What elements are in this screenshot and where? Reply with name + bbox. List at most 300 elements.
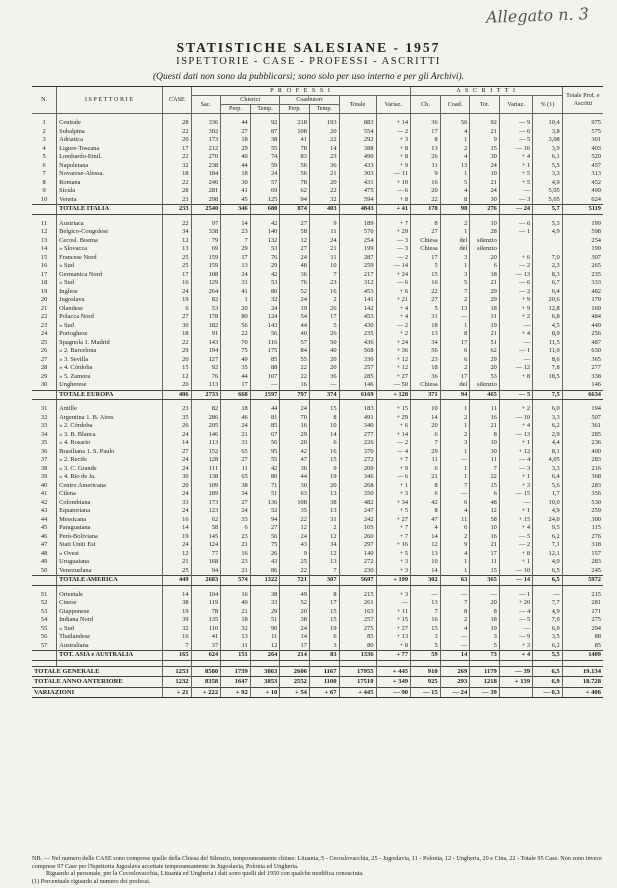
row-number: 27: [40, 355, 48, 363]
row-number: 41: [40, 490, 48, 497]
cell-value: 170: [562, 296, 603, 305]
cell-value: 11: [309, 254, 339, 263]
ispettoria-name: Lombardo-Emil.: [57, 153, 163, 162]
cell-value: 9: [309, 220, 339, 229]
cell-value: 11: [470, 558, 500, 567]
col-tot: Tot.: [470, 96, 500, 114]
ispettoria-name: Belgico-Congolese: [57, 228, 163, 237]
cell-value: 13: [411, 330, 441, 339]
cell-value: 29: [221, 245, 251, 254]
cell-value: 5: [411, 305, 441, 314]
total-value: 4843: [339, 205, 376, 215]
cell-value: 3,3: [533, 414, 563, 423]
total-value: 874: [280, 205, 310, 215]
cell-value: 47: [280, 456, 310, 465]
cell-value: — 2: [499, 262, 532, 271]
cell-value: 129: [191, 279, 221, 288]
cell-value: — 6: [499, 128, 532, 137]
cell-value: 264: [191, 288, 221, 297]
cell-value: + 5: [376, 550, 411, 559]
cell-value: [533, 237, 563, 246]
cell-value: 8: [440, 196, 470, 205]
cell-value: 24: [280, 405, 310, 414]
total-value: 307: [309, 576, 339, 586]
cell-value: 3,3: [533, 170, 563, 179]
cell-value: 11: [440, 516, 470, 525]
cell-value: 182: [191, 322, 221, 331]
cell-value: 26: [163, 422, 191, 431]
row-number: 10: [40, 195, 48, 203]
cell-value: 7: [440, 482, 470, 491]
cell-value: 356: [562, 490, 603, 499]
cell-value: —: [411, 591, 441, 600]
cell-value: 20: [163, 482, 191, 491]
cell-value: 199: [562, 245, 603, 254]
ispettoria-name: Cilena: [57, 490, 163, 499]
cell-value: 24: [221, 271, 251, 280]
summary-value: 1167: [309, 666, 339, 677]
cell-value: 14: [163, 591, 191, 600]
total-value: 1597: [250, 390, 280, 400]
cell-value: 35: [280, 507, 310, 516]
cell-value: 20: [280, 608, 310, 617]
cell-value: 146: [339, 381, 376, 390]
cell-value: 5,5: [533, 162, 563, 171]
cell-value: 17: [470, 550, 500, 559]
cell-value: + 12: [499, 448, 532, 457]
group-total-row: [32, 390, 603, 400]
cell-value: 2,3: [533, 262, 563, 271]
cell-value: 91: [191, 330, 221, 339]
page-caption: (Questi dati non sono da pubblicarsi; sono solo per uso interno e per gli Archivi).: [152, 72, 465, 82]
total-value: — 14: [499, 576, 532, 586]
total-value: 151: [221, 651, 251, 661]
cell-value: + 29: [376, 228, 411, 237]
footnotes: [32, 855, 603, 885]
row-number: 43: [40, 507, 48, 514]
cell-value: 312: [339, 279, 376, 288]
cell-value: — 5: [499, 533, 532, 542]
cell-value: 24: [163, 288, 191, 297]
cell-value: 21: [470, 179, 500, 188]
cell-value: — 14: [376, 262, 411, 271]
row-number: 39: [40, 473, 48, 480]
table-row: [32, 642, 603, 651]
cell-value: 6,4: [533, 288, 563, 297]
col-sac: Sac.: [191, 96, 221, 114]
cell-value: 11,5: [533, 339, 563, 348]
cell-value: — 6: [376, 279, 411, 288]
cell-value: 449: [562, 322, 603, 331]
cell-value: 41: [191, 633, 221, 642]
cell-value: 272: [339, 558, 376, 567]
cell-value: + 4: [499, 524, 532, 533]
row-number: 31: [40, 405, 48, 412]
row-number: 21: [40, 304, 48, 312]
col-chierici: Chierici: [221, 96, 280, 105]
cell-value: 18: [470, 271, 500, 280]
cell-value: 15: [309, 405, 339, 414]
row-number: 15: [40, 253, 48, 261]
cell-value: —: [499, 356, 532, 365]
cell-value: 10: [309, 262, 339, 271]
cell-value: 143: [191, 339, 221, 348]
cell-value: —: [440, 313, 470, 322]
cell-value: 14: [411, 533, 441, 542]
total-value: 668: [221, 390, 251, 400]
cell-value: 8: [309, 414, 339, 423]
cell-value: — 2: [376, 322, 411, 331]
cell-value: 453: [339, 313, 376, 322]
table-row: [32, 128, 603, 137]
row-number: 45: [40, 524, 48, 531]
cell-value: 24: [280, 625, 310, 634]
cell-value: 199: [339, 245, 376, 254]
row-number: 20: [40, 296, 48, 303]
total-value: 2540: [191, 205, 221, 215]
cell-value: + 21: [376, 296, 411, 305]
cell-value: 24: [163, 465, 191, 474]
cell-value: 21: [221, 541, 251, 550]
cell-value: 25: [280, 558, 310, 567]
cell-value: 21: [309, 170, 339, 179]
cell-value: 281: [191, 187, 221, 196]
cell-value: 10: [411, 405, 441, 414]
cell-value: 482: [562, 288, 603, 297]
cell-value: + 11: [376, 608, 411, 617]
cell-value: 7,0: [533, 616, 563, 625]
cell-value: 8,3: [533, 271, 563, 280]
cell-value: 27: [280, 220, 310, 229]
cell-value: 209: [339, 465, 376, 474]
cell-value: 22: [163, 339, 191, 348]
summary-value: + 67: [309, 687, 339, 698]
cell-value: — 5: [499, 136, 532, 145]
cell-value: 82: [191, 405, 221, 414]
ispettoria-name: Francese Nord: [57, 254, 163, 263]
row-number: 57: [40, 641, 48, 649]
cell-value: 140: [250, 228, 280, 237]
ispettoria-name: Spagnola 1. Madrid: [57, 339, 163, 348]
cell-value: Chiesa: [411, 237, 441, 246]
cell-value: 145: [191, 533, 221, 542]
cell-value: 15: [470, 482, 500, 491]
cell-value: 29: [280, 431, 310, 440]
cell-value: 594: [339, 196, 376, 205]
cell-value: 2: [440, 431, 470, 440]
table-row: [32, 170, 603, 179]
summary-value: 6,5: [533, 666, 563, 677]
ispettoria-name: Jugoslava: [57, 296, 163, 305]
ispettoria-name: » 3. Sevilla: [57, 356, 163, 365]
cell-value: 138: [191, 473, 221, 482]
cell-value: 47: [411, 516, 441, 525]
table-row: [32, 633, 603, 642]
cell-value: 21: [470, 128, 500, 137]
cell-value: 97: [191, 220, 221, 229]
ispettoria-name: Indiana Nord: [57, 616, 163, 625]
cell-value: 116: [250, 339, 280, 348]
cell-value: 65: [221, 473, 251, 482]
cell-value: 30: [163, 322, 191, 331]
cell-value: + 27: [376, 516, 411, 525]
cell-value: 9: [440, 541, 470, 550]
cell-value: 32: [309, 196, 339, 205]
cell-value: 83: [280, 153, 310, 162]
cell-value: 24: [163, 541, 191, 550]
cell-value: 286: [191, 414, 221, 423]
cell-value: 257: [339, 616, 376, 625]
cell-value: —: [309, 381, 339, 390]
cell-value: 16: [221, 550, 251, 559]
cell-value: 21: [309, 245, 339, 254]
table-row: [32, 313, 603, 322]
total-value: 165: [163, 651, 191, 661]
cell-value: 146: [562, 381, 603, 390]
cell-value: 84: [280, 347, 310, 356]
summary-value: 1100: [309, 677, 339, 688]
cell-value: 108: [280, 499, 310, 508]
cell-value: 29: [221, 145, 251, 154]
cell-value: 8: [411, 220, 441, 229]
cell-value: 175: [250, 347, 280, 356]
cell-value: 16: [280, 381, 310, 390]
cell-value: 4: [440, 187, 470, 196]
cell-value: 35: [163, 414, 191, 423]
cell-value: 41: [280, 136, 310, 145]
table-row: [32, 482, 603, 491]
cell-value: 336: [191, 119, 221, 128]
cell-value: + 27: [376, 625, 411, 634]
cell-value: 3: [470, 633, 500, 642]
table-row: [32, 254, 603, 263]
cell-value: + 6: [499, 254, 532, 263]
cell-value: 87: [250, 128, 280, 137]
cell-value: — 50: [376, 381, 411, 390]
table-row: [32, 431, 603, 440]
cell-value: + 6: [376, 422, 411, 431]
cell-value: 14: [309, 145, 339, 154]
cell-value: + 8: [376, 642, 411, 651]
cell-value: 5,05: [533, 196, 563, 205]
ispettoria-name: » Ovest: [57, 550, 163, 559]
cell-value: 69: [250, 187, 280, 196]
ispettoria-name: » Sud: [57, 279, 163, 288]
cell-value: 4: [440, 153, 470, 162]
cell-value: 142: [339, 305, 376, 314]
cell-value: + 16: [376, 541, 411, 550]
summary-value: + 54: [280, 687, 310, 698]
cell-value: 41: [221, 288, 251, 297]
cell-value: 365: [562, 356, 603, 365]
cell-value: 44: [280, 322, 310, 331]
cell-value: 26: [309, 330, 339, 339]
cell-value: 487: [562, 339, 603, 348]
cell-value: 21: [411, 473, 441, 482]
summary-value: 1218: [470, 677, 500, 688]
cell-value: 80: [339, 642, 376, 651]
cell-value: 4,9: [533, 507, 563, 516]
ispettoria-name: Germanica Nord: [57, 271, 163, 280]
page-title: STATISTICHE SALESIANE - 1957: [176, 40, 441, 55]
cell-value: 44: [221, 162, 251, 171]
cell-value: 19: [163, 533, 191, 542]
cell-value: 5: [470, 642, 500, 651]
cell-value: — 6: [499, 279, 532, 288]
cell-value: 4,9: [533, 608, 563, 617]
ispettoria-name: Napoletana: [57, 162, 163, 171]
cell-value: 22: [470, 473, 500, 482]
cell-value: 189: [339, 220, 376, 229]
cell-value: 10: [309, 422, 339, 431]
cell-value: — 10: [499, 414, 532, 423]
cell-value: 12: [163, 237, 191, 246]
cell-value: 338: [562, 373, 603, 382]
cell-value: 346: [339, 473, 376, 482]
cell-value: 1: [221, 296, 251, 305]
cell-value: 22: [163, 179, 191, 188]
cell-value: 92: [191, 364, 221, 373]
cell-value: 34: [163, 228, 191, 237]
table-row: [32, 179, 603, 188]
row-number: 2: [42, 127, 46, 135]
ispettoria-name: Veneta: [57, 196, 163, 205]
handwritten-note: Allegato n. 3: [485, 4, 590, 27]
row-number: 44: [40, 515, 48, 523]
cell-value: 22: [309, 136, 339, 145]
cell-value: 10: [470, 170, 500, 179]
cell-value: 20: [309, 179, 339, 188]
cell-value: 8,9: [533, 330, 563, 339]
cell-value: 4,0: [533, 558, 563, 567]
col-chierici-perp: Perp.: [221, 105, 251, 114]
cell-value: 230: [339, 567, 376, 576]
ispettoria-name: » 4. Rosario: [57, 439, 163, 448]
cell-value: 4: [440, 625, 470, 634]
row-number: 34: [40, 430, 48, 438]
ispettoria-name: Venezuelana: [57, 567, 163, 576]
table-row: [32, 262, 603, 271]
cell-value: 23: [309, 153, 339, 162]
cell-value: 245: [562, 567, 603, 576]
cell-value: 242: [339, 516, 376, 525]
cell-value: + 7: [376, 524, 411, 533]
cell-value: 10: [411, 558, 441, 567]
cell-value: + 4: [499, 422, 532, 431]
cell-value: 92: [470, 119, 500, 128]
cell-value: 307: [562, 254, 603, 263]
table-row: [32, 373, 603, 382]
cell-value: 82: [191, 296, 221, 305]
cell-value: 259: [339, 262, 376, 271]
summary-value: 269: [440, 666, 470, 677]
cell-value: 31: [309, 516, 339, 525]
cell-value: 14: [411, 567, 441, 576]
row-number: 25: [40, 338, 48, 346]
cell-value: 24,0: [533, 516, 563, 525]
cell-value: 31: [221, 279, 251, 288]
cell-value: 29: [470, 288, 500, 297]
cell-value: 6,4: [533, 473, 563, 482]
summary-value: 19.134: [562, 666, 603, 677]
cell-value: 15: [309, 456, 339, 465]
total-value: 721: [280, 576, 310, 586]
total-label: TOT. ASIA e AUSTRALIA: [57, 651, 163, 661]
summary-value: [499, 687, 532, 698]
cell-value: 108: [191, 271, 221, 280]
cell-value: 630: [562, 347, 603, 356]
col-chierici-temp: Temp.: [250, 105, 280, 114]
cell-value: 8: [411, 136, 441, 145]
cell-value: 80: [221, 313, 251, 322]
cell-value: 37: [191, 642, 221, 651]
summary-value: + 139: [499, 677, 532, 688]
cell-value: 433: [339, 162, 376, 171]
cell-value: 70: [221, 339, 251, 348]
cell-value: 8: [440, 608, 470, 617]
cell-value: + 3: [376, 591, 411, 600]
row-number: 1: [42, 119, 46, 126]
cell-value: 218: [280, 119, 310, 128]
cell-value: 5: [440, 279, 470, 288]
cell-value: 173: [191, 499, 221, 508]
total-value: 233: [163, 205, 191, 215]
cell-value: 21: [163, 558, 191, 567]
total-value: 6169: [339, 390, 376, 400]
cell-value: + 1: [499, 473, 532, 482]
cell-value: 42: [411, 499, 441, 508]
col-pct: % (1): [533, 96, 563, 114]
cell-value: 173: [191, 136, 221, 145]
cell-value: 30: [470, 448, 500, 457]
cell-value: 16: [411, 279, 441, 288]
ispettoria-name: Portoghese: [57, 330, 163, 339]
cell-value: 482: [339, 499, 376, 508]
total-value: 59: [411, 651, 441, 661]
cell-value: 189: [191, 490, 221, 499]
summary-label: VARIAZIONI: [32, 687, 163, 698]
ispettoria-name: » Sud: [57, 625, 163, 634]
cell-value: + 9: [376, 162, 411, 171]
statistics-table: [32, 86, 603, 698]
cell-value: 81: [250, 414, 280, 423]
cell-value: 3,3: [533, 465, 563, 474]
cell-value: 23: [221, 558, 251, 567]
total-value: 574: [221, 576, 251, 586]
total-value: 14: [440, 651, 470, 661]
cell-value: 45: [221, 196, 251, 205]
cell-value: —: [440, 490, 470, 499]
ispettoria-name: » 5. Zamora: [57, 373, 163, 382]
total-value: 403: [309, 205, 339, 215]
cell-value: 1: [440, 170, 470, 179]
total-value: 63: [440, 576, 470, 586]
cell-value: 277: [339, 431, 376, 440]
cell-value: + 7: [376, 533, 411, 542]
total-value: 2683: [191, 576, 221, 586]
cell-value: + 14: [376, 431, 411, 440]
summary-value: + 445: [376, 666, 411, 677]
cell-value: 368: [562, 473, 603, 482]
cell-value: 18: [470, 305, 500, 314]
cell-value: 6: [440, 356, 470, 365]
total-value: 178: [411, 205, 441, 215]
cell-value: 9: [309, 465, 339, 474]
row-number: 53: [40, 607, 48, 615]
summary-value: 293: [440, 677, 470, 688]
cell-value: + 1: [499, 507, 532, 516]
cell-value: — 2: [376, 128, 411, 137]
